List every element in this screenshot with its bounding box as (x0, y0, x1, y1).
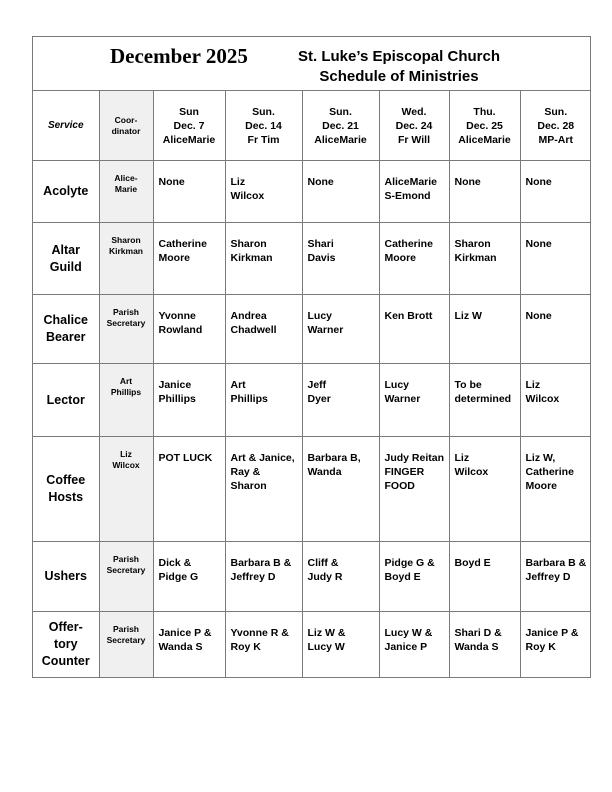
assignment-cell (153, 161, 225, 223)
assignment-cell (225, 223, 302, 295)
assignment-line: Liz W & (307, 627, 346, 639)
assignment-cell (225, 161, 302, 223)
church-title (291, 47, 507, 87)
assignment-line: Janice P & (158, 627, 212, 639)
coordinator-cell (99, 542, 153, 612)
day-date: Dec. 25 (466, 119, 503, 132)
assignment-line: Davis (307, 252, 336, 264)
assignment-cell (302, 295, 379, 364)
assignment-cell (153, 612, 225, 677)
assignment-line: Liz (230, 176, 246, 188)
service-name-line: tory (53, 636, 78, 651)
assignment-cell (520, 612, 591, 677)
assignment-cell (302, 161, 379, 223)
assignment-line: Barbara B & (525, 557, 587, 569)
assignment-line: Janice P (384, 641, 428, 653)
assignment-line: Dyer (307, 393, 331, 405)
coordinator-cell (99, 161, 153, 223)
assignment-cell (225, 612, 302, 677)
coordinator-line: Secretary (106, 565, 146, 575)
day-name: Sun (179, 105, 199, 118)
assignment-line: Pidge G (158, 571, 199, 583)
assignment-line: determined (454, 393, 512, 405)
assignment-line: Warner (384, 393, 421, 405)
title-row (33, 37, 590, 91)
coordinator-header-line: dinator (111, 125, 141, 136)
assignment-cell (302, 612, 379, 677)
coordinator-line: Parish (113, 554, 139, 564)
assignment-cell (520, 542, 591, 612)
service-name-line: Hosts (48, 490, 84, 504)
coordinator-cell (99, 437, 153, 542)
assignment-line: FINGER (384, 466, 425, 478)
assignment-cell (302, 542, 379, 612)
service-name-line: Counter (41, 653, 90, 668)
assignment-line: FOOD (384, 480, 415, 492)
service-name-line: Acolyte (43, 184, 89, 198)
assignment-line: Roy K (525, 641, 556, 653)
coordinator-line: Wilcox (112, 460, 140, 470)
assignment-line: Moore (525, 480, 557, 492)
assignment-line: Warner (307, 324, 344, 336)
service-name (33, 295, 99, 364)
assignment-line: Moore (384, 252, 416, 264)
assignment-line: Lucy W (307, 641, 345, 653)
service-name-line: Guild (49, 259, 82, 274)
assignment-line: Jeffrey D (230, 571, 276, 583)
assignment-line: Roy K (230, 641, 261, 653)
assignment-line: Kirkman (454, 252, 497, 264)
coordinator-line: Alice- (114, 173, 138, 183)
assignment-line: Judy R (307, 571, 343, 583)
day-name: Sun. (544, 105, 568, 118)
day-name: Sun. (252, 105, 275, 118)
table-row (33, 364, 591, 437)
assignment-line: Shari D & (454, 627, 502, 639)
assignment-line: Chadwell (230, 324, 277, 336)
day-officiant: MP-Art (538, 133, 573, 146)
assignment-line: Rowland (158, 324, 203, 336)
assignment-cell (302, 437, 379, 542)
coordinator-line: Sharon (111, 235, 141, 245)
coordinator-line: Parish (113, 624, 139, 634)
assignment-line: Cliff & (307, 557, 339, 569)
day-name: Wed. (401, 105, 427, 118)
assignment-cell (379, 612, 449, 677)
assignment-line: Wilcox (454, 466, 489, 478)
assignment-line: Boyd E (454, 557, 491, 569)
assignment-line: Barbara B & (230, 557, 292, 569)
assignment-line: Janice P & (525, 627, 579, 639)
assignment-line: AliceMarie (384, 176, 438, 188)
assignment-line: Wanda (307, 466, 342, 478)
day-date: Dec. 24 (395, 119, 433, 132)
assignment-line: Kirkman (230, 252, 273, 264)
assignment-line: POT LUCK (158, 452, 213, 464)
service-name (33, 364, 99, 437)
service-header: Service (33, 91, 99, 161)
coordinator-line: Liz (120, 449, 132, 459)
assignment-line: Catherine (384, 238, 433, 250)
assignment-line: Lucy W & (384, 627, 433, 639)
service-name-line: Offer- (48, 619, 83, 634)
day-header (153, 91, 225, 161)
assignment-line: None (454, 176, 481, 188)
assignment-line: Liz W, (525, 452, 556, 464)
day-date: Dec. 7 (173, 119, 205, 132)
coordinator-header-line: Coor- (114, 114, 138, 125)
assignment-cell (449, 542, 520, 612)
assignment-cell (520, 295, 591, 364)
table-row (33, 161, 591, 223)
day-officiant: Fr Will (398, 133, 430, 146)
day-header (302, 91, 379, 161)
service-name-line: Coffee (46, 473, 86, 487)
month-title: December 2025 (110, 44, 248, 68)
day-officiant: AliceMarie (162, 133, 216, 146)
church-name: St. Luke’s Episcopal Church (298, 48, 500, 65)
assignment-line: Art (230, 379, 246, 391)
service-name (33, 612, 99, 677)
assignment-cell (153, 364, 225, 437)
coordinator-line: Kirkman (108, 246, 143, 256)
assignment-cell (153, 542, 225, 612)
assignment-cell (225, 542, 302, 612)
coordinator-line: Parish (113, 307, 139, 317)
ministry-schedule-table (33, 91, 591, 677)
assignment-line: Judy Reitan (384, 452, 445, 464)
day-officiant: AliceMarie (458, 133, 511, 146)
assignment-line: Phillips (158, 393, 196, 405)
assignment-cell (379, 223, 449, 295)
day-officiant: Fr Tim (247, 133, 280, 146)
assignment-cell (225, 437, 302, 542)
schedule-subtitle: Schedule of Ministries (319, 68, 479, 85)
day-header (379, 91, 449, 161)
table-row (33, 223, 591, 295)
assignment-cell (225, 364, 302, 437)
assignment-line: Yvonne R & (230, 627, 289, 639)
assignment-cell (520, 437, 591, 542)
assignment-cell (520, 161, 591, 223)
assignment-line: Wilcox (230, 190, 265, 202)
assignment-line: Liz (454, 452, 470, 464)
coordinator-line: Secretary (106, 318, 146, 328)
coordinator-cell (99, 612, 153, 677)
day-header (520, 91, 591, 161)
assignment-cell (302, 364, 379, 437)
assignment-line: To be (454, 379, 482, 391)
coordinator-header (99, 91, 153, 161)
assignment-line: Catherine (525, 466, 574, 478)
coordinator-cell (99, 295, 153, 364)
assignment-line: Art & Janice, (230, 452, 295, 464)
assignment-line: Barbara B, (307, 452, 361, 464)
assignment-line: None (525, 176, 552, 188)
header-row (33, 91, 591, 161)
assignment-line: Liz (525, 379, 541, 391)
assignment-cell (379, 437, 449, 542)
assignment-cell (520, 364, 591, 437)
assignment-line: None (158, 176, 185, 188)
assignment-cell (379, 542, 449, 612)
assignment-cell (449, 364, 520, 437)
assignment-line: Janice (158, 379, 192, 391)
assignment-line: Wanda S (158, 641, 203, 653)
assignment-line: Jeffrey D (525, 571, 571, 583)
assignment-line: Sharon (454, 238, 491, 250)
service-name (33, 223, 99, 295)
coordinator-line: Marie (114, 184, 138, 194)
coordinator-cell (99, 223, 153, 295)
assignment-cell (302, 223, 379, 295)
service-name-line: Lector (46, 392, 85, 407)
assignment-line: Pidge G & (384, 557, 435, 569)
assignment-line: Ray & Sharon (230, 466, 267, 492)
assignment-cell (379, 364, 449, 437)
assignment-cell (449, 612, 520, 677)
assignment-line: Phillips (230, 393, 268, 405)
assignment-line: Boyd E (384, 571, 421, 583)
day-name: Thu. (473, 105, 496, 118)
service-name-line: Ushers (44, 569, 87, 583)
day-date: Dec. 28 (537, 119, 575, 132)
assignment-cell (153, 295, 225, 364)
assignment-line: Wanda S (454, 641, 499, 653)
table-row (33, 437, 591, 542)
assignment-line: Liz W (454, 310, 482, 322)
service-name-line: Altar (51, 242, 80, 257)
assignment-line: Moore (158, 252, 190, 264)
service-name (33, 161, 99, 223)
coordinator-cell (99, 364, 153, 437)
assignment-cell (153, 437, 225, 542)
assignment-line: None (525, 238, 552, 250)
assignment-line: Shari (307, 238, 334, 250)
assignment-line: Ken Brott (384, 310, 433, 322)
table-row (33, 612, 591, 677)
assignment-line: None (307, 176, 334, 188)
assignment-line: Lucy (384, 379, 410, 391)
assignment-cell (379, 161, 449, 223)
coordinator-line: Phillips (110, 387, 142, 397)
assignment-line: Sharon (230, 238, 267, 250)
assignment-cell (379, 295, 449, 364)
service-name-line: Bearer (45, 330, 86, 344)
day-name: Sun. (329, 105, 352, 118)
assignment-cell (449, 437, 520, 542)
assignment-line: Andrea (230, 310, 267, 322)
assignment-line: Jeff (307, 379, 327, 391)
assignment-cell (520, 223, 591, 295)
assignment-cell (449, 223, 520, 295)
assignment-cell (449, 161, 520, 223)
service-name (33, 437, 99, 542)
coordinator-line: Secretary (106, 635, 146, 645)
day-officiant: AliceMarie (314, 133, 367, 146)
coordinator-line: Art (119, 376, 133, 386)
service-name (33, 542, 99, 612)
assignment-cell (449, 295, 520, 364)
service-name-line: Chalice (43, 313, 88, 327)
assignment-line: Yvonne (158, 310, 196, 322)
day-header (225, 91, 302, 161)
day-date: Dec. 21 (322, 119, 359, 132)
assignment-cell (153, 223, 225, 295)
assignment-line: Lucy (307, 310, 333, 322)
assignment-line: Wilcox (525, 393, 560, 405)
table-row (33, 295, 591, 364)
assignment-line: Catherine (158, 238, 207, 250)
day-header (449, 91, 520, 161)
day-date: Dec. 14 (245, 119, 282, 132)
table-row (33, 542, 591, 612)
assignment-cell (225, 295, 302, 364)
assignment-line: Dick & (158, 557, 192, 569)
schedule-sheet (32, 36, 591, 678)
assignment-line: None (525, 310, 552, 322)
assignment-line: S-Emond (384, 190, 431, 202)
